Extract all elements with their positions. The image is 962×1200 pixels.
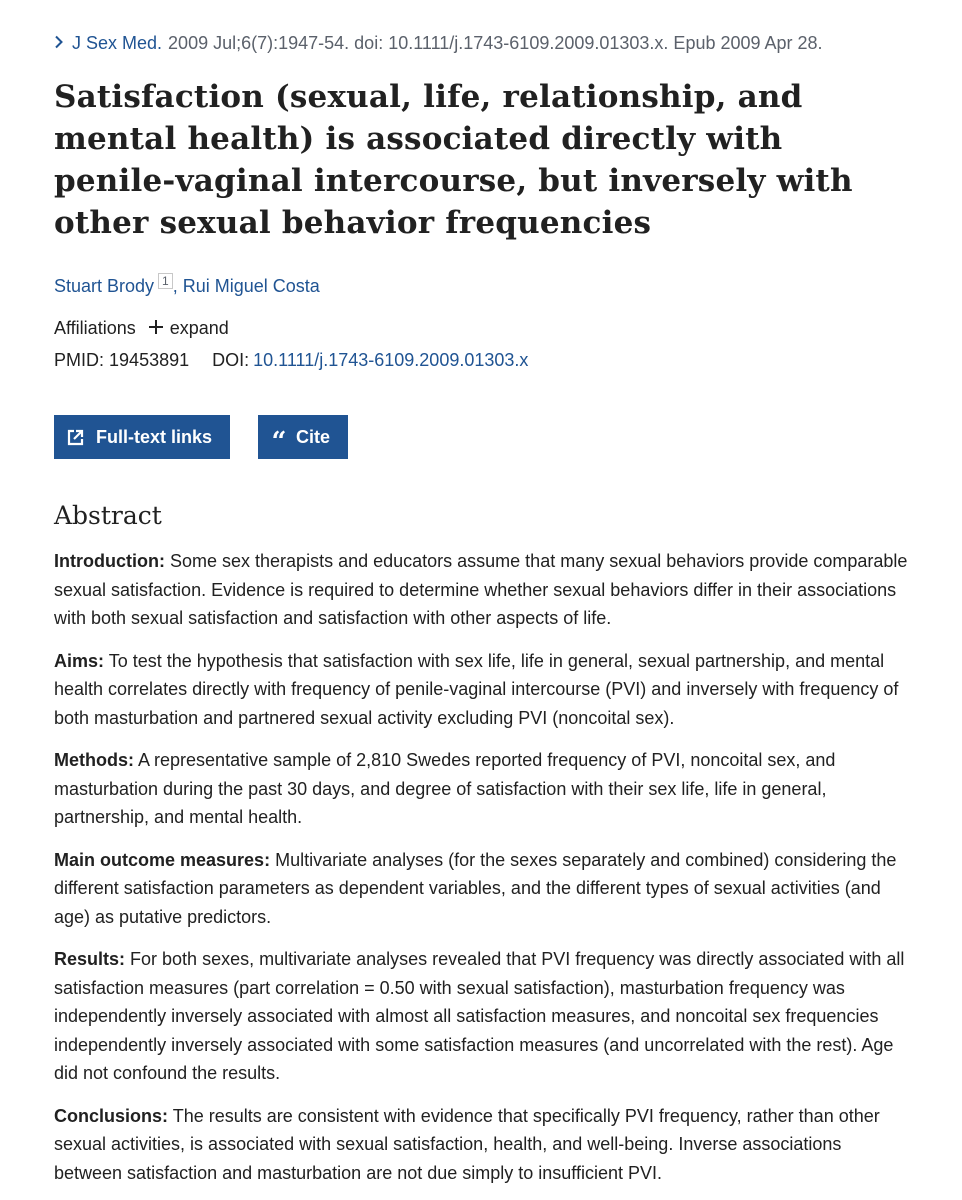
- action-buttons: [54, 415, 908, 459]
- affiliations-row[interactable]: [54, 315, 908, 341]
- section-label: Methods:: [54, 750, 134, 770]
- quote-icon: “: [271, 427, 287, 457]
- abstract-section-conclusions: [54, 1102, 910, 1188]
- doi-label: DOI:: [212, 350, 250, 370]
- section-label: Main outcome measures:: [54, 849, 271, 870]
- abstract-section-outcome-measures: [54, 846, 910, 932]
- plus-icon[interactable]: [148, 318, 164, 338]
- affiliations-label: Affiliations: [54, 318, 136, 338]
- affiliation-number[interactable]: 1: [158, 273, 173, 289]
- journal-link[interactable]: J Sex Med.: [72, 33, 163, 53]
- full-text-links-label: Full-text links: [96, 426, 213, 447]
- section-label: Introduction:: [54, 551, 165, 571]
- expand-toggle[interactable]: expand: [169, 318, 229, 338]
- section-text: Multivariate analyses (for the sexes separately and combined) considering the different satisfaction parameters as dependent variables, and the different types of sexual activities (and age) as putative predictors.: [54, 849, 897, 927]
- citation-details: 2009 Jul;6(7):1947-54. doi: 10.1111/j.1743-6109.2009.01303.x. Epub 2009 Apr 28.: [168, 33, 823, 53]
- author-list: Stuart Brody $^1$ , Rui Miguel Costa: [54, 274, 320, 296]
- identifiers-row: [54, 347, 908, 373]
- abstract-section-introduction: [54, 547, 910, 633]
- cite-label: Cite: [296, 426, 331, 447]
- article-title: Satisfaction (sexual, life, relationship, and mental health) is associated directly with penile-vaginal intercourse, but inversely with other sexual behavior frequencies: [54, 79, 853, 241]
- section-text: For both sexes, multivariate analyses revealed that PVI frequency was directly associated with all satisfaction measures (part correlation = 0.50 with sexual satisfaction), masturbation frequency was independently inversely associated with almost all satisfaction measures, and noncoital sex frequencies independently inversely associated with some satisfaction measures (and uncorrelated with the rest). Age did not confound the results.: [54, 949, 905, 1083]
- cite-button[interactable]: [258, 415, 348, 459]
- abstract-section-results: [54, 945, 910, 1088]
- citation-line: [54, 30, 908, 56]
- external-link-icon: [66, 428, 84, 446]
- section-text: A representative sample of 2,810 Swedes reported frequency of PVI, noncoital sex, and masturbation during the past 30 days, and degree of satisfaction with their sex life, life in general, partnership, and mental health.: [54, 750, 836, 827]
- full-text-links-button[interactable]: [54, 415, 230, 459]
- abstract-body: [54, 547, 908, 1187]
- section-label: Results:: [54, 949, 126, 969]
- section-text: To test the hypothesis that satisfaction with sex life, life in general, sexual partnership, and mental health correlates directly with frequency of penile-vaginal intercourse (PVI) and inversely with frequency of both masturbation and partnered sexual activity excluding PVI (noncoital sex).: [54, 650, 899, 728]
- abstract-section-methods: [54, 746, 910, 832]
- author-link[interactable]: Rui Miguel Costa: [182, 276, 320, 296]
- chevron-right-icon[interactable]: [54, 30, 64, 56]
- section-text: The results are consistent with evidence that specifically PVI frequency, rather than other sexual activities, is associated with sexual satisfaction, health, and well-being. Inverse associations between satisfaction and masturbation are not due simply to insufficient PVI.: [54, 1105, 880, 1183]
- abstract-heading: Abstract: [54, 501, 162, 530]
- pmid-label: PMID:: [54, 350, 105, 370]
- section-label: Aims:: [54, 650, 105, 671]
- section-label: Conclusions:: [54, 1105, 169, 1126]
- section-text: Some sex therapists and educators assume that many sexual behaviors provide comparable sexual satisfaction. Evidence is required to determine whether sexual behaviors differ in their associations with both sexual satisfaction and satisfaction with other aspects of life.: [54, 551, 908, 628]
- doi-link[interactable]: 10.1111/j.1743-6109.2009.01303.x: [253, 350, 529, 370]
- abstract-section-aims: [54, 647, 910, 733]
- author-link[interactable]: Stuart Brody: [54, 276, 155, 296]
- pmid-value: 19453891: [109, 350, 190, 370]
